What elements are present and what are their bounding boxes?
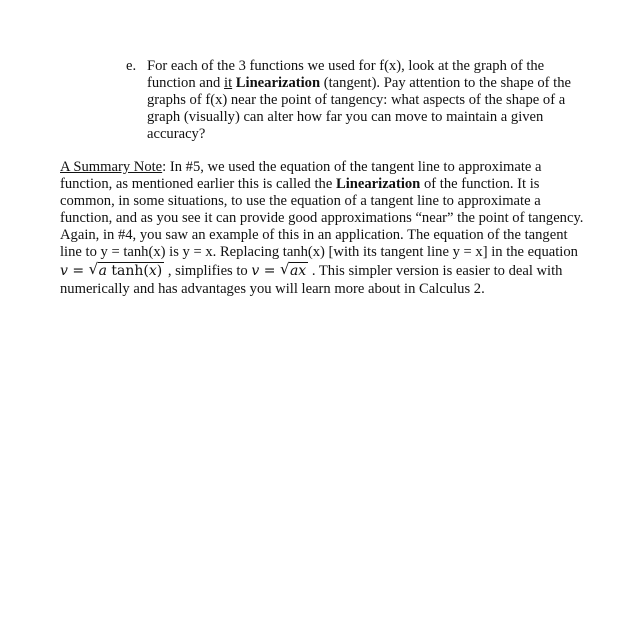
radical-sign-icon: √ (279, 260, 290, 278)
summary-line-2 (60, 176, 539, 193)
item-e-line-2-a: function and (147, 75, 225, 91)
eq1-radicand-arg: x (148, 263, 157, 279)
summary-line-2-b: of the function. It is (420, 176, 540, 192)
eq1-radicand-close: ) (156, 263, 163, 279)
item-e-line-3: graphs of f(x) near the point of tangency: what aspects of the shape of a (147, 92, 566, 108)
summary-heading: A Summary Note (60, 159, 163, 175)
summary-line-1-rest: : In #5, we used the equation of the tangent line to approximate a (162, 159, 542, 175)
equation-simplified (251, 260, 308, 279)
summary-line-4: function, and as you see it can provide good approximations “near” the point of tangency. (60, 210, 584, 226)
summary-line-6: line to y = tanh(x) is y = x. Replacing tanh(x) [with its tangent line y = x] in the equation (60, 244, 578, 260)
eq2-radicand: ax (289, 263, 307, 279)
radical-sign-icon: √ (88, 260, 99, 278)
summary-line-3: common, in some situations, to use the equation of a tangent line to approximate a (60, 193, 541, 209)
eq2-sqrt (280, 262, 308, 280)
item-e-line-2-b: (tangent). Pay attention to the shape of the (320, 75, 571, 91)
item-e-linearization-term: Linearization (235, 75, 321, 91)
item-e-line-2 (147, 75, 571, 92)
eq1-radicand-fn: tanh( (106, 263, 149, 279)
eq1-radicand-var: a (98, 263, 107, 279)
summary-line-8: numerically and has advantages you will learn more about in Calculus 2. (60, 281, 485, 297)
summary-line-7-end: . This simpler version is easier to deal with (308, 263, 563, 279)
item-e-line-2-it: it (224, 75, 233, 91)
eq1-sqrt (89, 262, 165, 280)
item-e-line-1: For each of the 3 functions we used for f(x), look at the graph of the (147, 58, 545, 74)
eq1-lhs: v (60, 263, 68, 279)
summary-line-2-a: function, as mentioned earlier this is called the (60, 176, 336, 192)
summary-line-7-mid: , simplifies to (164, 263, 252, 279)
item-e-line-4: graph (visually) can alter how far you can move to maintain a given (147, 109, 544, 125)
summary-linearization-term: Linearization (335, 176, 421, 192)
summary-line-5: Again, in #4, you saw an example of this in an application. The equation of the tangent (60, 227, 568, 243)
list-marker-e: e. (126, 58, 137, 74)
summary-line-7 (60, 262, 562, 280)
eq2-equals: = (259, 263, 280, 279)
item-e-line-5: accuracy? (147, 126, 206, 142)
summary-line-1 (60, 159, 541, 176)
eq2-lhs: v (251, 263, 260, 279)
eq1-equals: = (67, 263, 89, 279)
equation-original (60, 260, 164, 279)
